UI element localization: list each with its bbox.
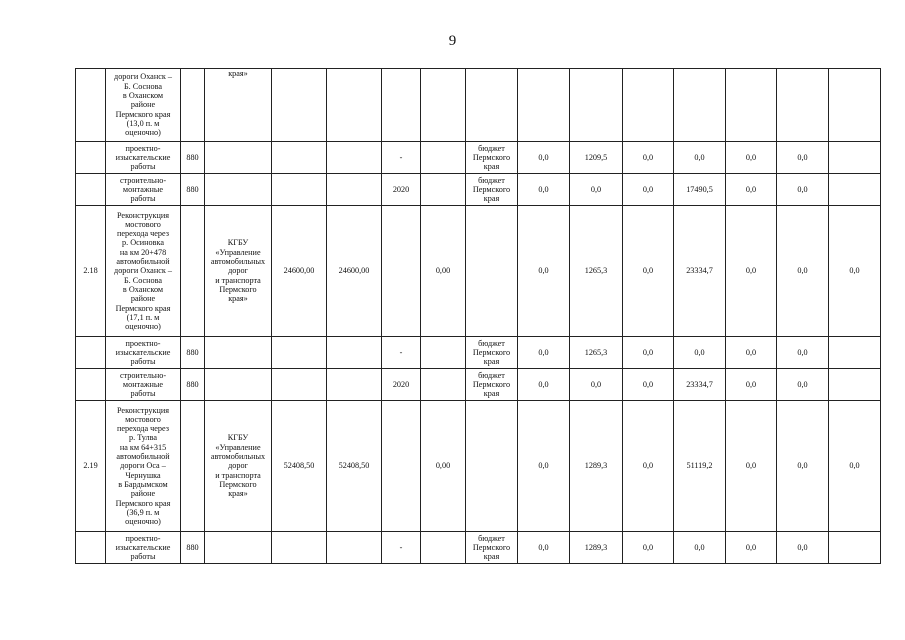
table-cell: 23334,7 bbox=[674, 369, 726, 401]
table-cell: 880 bbox=[181, 142, 205, 174]
table-cell: 17490,5 bbox=[674, 174, 726, 206]
table-cell bbox=[382, 401, 421, 532]
table-cell: 0,0 bbox=[623, 142, 674, 174]
table-cell: 0,0 bbox=[777, 337, 829, 369]
table-row bbox=[76, 337, 881, 369]
table-cell bbox=[829, 337, 881, 369]
table-cell: 880 bbox=[181, 369, 205, 401]
table-cell: - bbox=[382, 532, 421, 564]
table-cell: - bbox=[382, 142, 421, 174]
table-cell: 2020 bbox=[382, 369, 421, 401]
table-cell bbox=[421, 369, 466, 401]
table-cell bbox=[829, 69, 881, 142]
table-cell: края» bbox=[205, 69, 272, 142]
table-cell bbox=[272, 142, 327, 174]
table-cell bbox=[272, 337, 327, 369]
table-cell: 1289,3 bbox=[570, 532, 623, 564]
table-cell: строительно- монтажные работы bbox=[106, 174, 181, 206]
table-row bbox=[76, 142, 881, 174]
table-cell: 0,0 bbox=[518, 337, 570, 369]
table-cell bbox=[382, 69, 421, 142]
table-cell bbox=[382, 206, 421, 337]
table-cell: проектно- изыскательские работы bbox=[106, 337, 181, 369]
table-cell bbox=[466, 206, 518, 337]
table-cell: 880 bbox=[181, 532, 205, 564]
table-cell: 880 bbox=[181, 174, 205, 206]
table-cell bbox=[623, 69, 674, 142]
table-cell bbox=[272, 369, 327, 401]
table-cell bbox=[466, 401, 518, 532]
table-cell: 0,0 bbox=[623, 532, 674, 564]
table-cell bbox=[327, 337, 382, 369]
table-cell: бюджет Пермского края bbox=[466, 174, 518, 206]
table-cell: 0,0 bbox=[726, 206, 777, 337]
table-cell bbox=[205, 532, 272, 564]
table-row bbox=[76, 532, 881, 564]
table-cell bbox=[76, 369, 106, 401]
table-cell bbox=[205, 369, 272, 401]
table-cell bbox=[76, 174, 106, 206]
table-cell bbox=[518, 69, 570, 142]
table-cell: строительно- монтажные работы bbox=[106, 369, 181, 401]
table-cell: 1265,3 bbox=[570, 337, 623, 369]
table-cell bbox=[466, 69, 518, 142]
table-cell: 0,0 bbox=[777, 142, 829, 174]
table-cell: Реконструкция мостового перехода через р. Тулва на км 64+315 автомобильной дороги Оса – Чернушка в Бардымском районе Пермского края (36,9 п. м оценочно) bbox=[106, 401, 181, 532]
table-cell: 1209,5 bbox=[570, 142, 623, 174]
table-cell bbox=[421, 174, 466, 206]
table-cell bbox=[421, 337, 466, 369]
table-cell bbox=[327, 69, 382, 142]
table-cell: 0,0 bbox=[777, 174, 829, 206]
table-cell: 52408,50 bbox=[327, 401, 382, 532]
table-cell: проектно- изыскательские работы bbox=[106, 532, 181, 564]
table-cell: 52408,50 bbox=[272, 401, 327, 532]
table-cell bbox=[205, 142, 272, 174]
table-cell: 880 bbox=[181, 337, 205, 369]
table-cell: 0,0 bbox=[518, 532, 570, 564]
table-cell: 1289,3 bbox=[570, 401, 623, 532]
table-cell bbox=[829, 174, 881, 206]
table-cell: 0,0 bbox=[623, 369, 674, 401]
table-cell bbox=[777, 69, 829, 142]
table-cell bbox=[181, 401, 205, 532]
table-cell: 0,0 bbox=[777, 532, 829, 564]
table-cell: 2.19 bbox=[76, 401, 106, 532]
table-cell: 0,0 bbox=[623, 337, 674, 369]
table-cell: КГБУ «Управление автомобильных дорог и транспорта Пермского края» bbox=[205, 401, 272, 532]
table-cell bbox=[829, 532, 881, 564]
table-cell: 0,0 bbox=[777, 401, 829, 532]
table-cell: 0,0 bbox=[518, 401, 570, 532]
table-cell bbox=[181, 206, 205, 337]
table-cell: 0,0 bbox=[623, 206, 674, 337]
table-cell: проектно- изыскательские работы bbox=[106, 142, 181, 174]
table-row bbox=[76, 69, 881, 142]
table-cell: 0,0 bbox=[674, 142, 726, 174]
table-cell: 0,0 bbox=[518, 206, 570, 337]
table-cell bbox=[327, 142, 382, 174]
table-cell bbox=[327, 174, 382, 206]
page-number: 9 bbox=[448, 33, 457, 49]
table-cell: 0,0 bbox=[726, 532, 777, 564]
table-cell bbox=[272, 174, 327, 206]
table-cell bbox=[421, 142, 466, 174]
table-cell: бюджет Пермского края bbox=[466, 532, 518, 564]
table-cell: 2.18 bbox=[76, 206, 106, 337]
table-cell bbox=[272, 69, 327, 142]
table-cell: дороги Оханск – Б. Соснова в Оханском районе Пермского края (13,0 п. м оценочно) bbox=[106, 69, 181, 142]
table-cell bbox=[674, 69, 726, 142]
table-cell: 0,0 bbox=[726, 369, 777, 401]
table-cell: КГБУ «Управление автомобильных дорог и транспорта Пермского края» bbox=[205, 206, 272, 337]
table-cell: 0,00 bbox=[421, 206, 466, 337]
table-cell: бюджет Пермского края bbox=[466, 369, 518, 401]
table-cell: 0,0 bbox=[726, 174, 777, 206]
table-cell bbox=[726, 69, 777, 142]
table-cell: 0,0 bbox=[518, 369, 570, 401]
table-cell bbox=[272, 532, 327, 564]
table-row bbox=[76, 401, 881, 532]
table-cell: 0,0 bbox=[674, 532, 726, 564]
table-cell bbox=[570, 69, 623, 142]
table-cell: 0,0 bbox=[570, 174, 623, 206]
table-cell: 24600,00 bbox=[272, 206, 327, 337]
table-cell bbox=[327, 369, 382, 401]
table-cell: 0,0 bbox=[518, 142, 570, 174]
table-row bbox=[76, 206, 881, 337]
table-cell bbox=[421, 532, 466, 564]
table-cell: 0,0 bbox=[726, 337, 777, 369]
table-cell: 0,0 bbox=[726, 142, 777, 174]
table-cell: 0,0 bbox=[726, 401, 777, 532]
table-cell bbox=[76, 337, 106, 369]
table-cell: 0,0 bbox=[570, 369, 623, 401]
table-cell: 0,0 bbox=[829, 206, 881, 337]
table-cell: 0,0 bbox=[829, 401, 881, 532]
table-cell: бюджет Пермского края bbox=[466, 142, 518, 174]
table-cell: 24600,00 bbox=[327, 206, 382, 337]
table-cell bbox=[76, 142, 106, 174]
table-cell: 0,00 bbox=[421, 401, 466, 532]
table-cell bbox=[829, 142, 881, 174]
table-cell: бюджет Пермского края bbox=[466, 337, 518, 369]
table-cell: 23334,7 bbox=[674, 206, 726, 337]
table-cell bbox=[205, 337, 272, 369]
table-row bbox=[76, 174, 881, 206]
table-cell: 0,0 bbox=[674, 337, 726, 369]
table-cell: 1265,3 bbox=[570, 206, 623, 337]
table-cell: 0,0 bbox=[777, 206, 829, 337]
table-cell: 51119,2 bbox=[674, 401, 726, 532]
table-cell: 0,0 bbox=[623, 401, 674, 532]
table-cell bbox=[181, 69, 205, 142]
table-cell bbox=[421, 69, 466, 142]
budget-table bbox=[75, 68, 881, 564]
table-cell bbox=[829, 369, 881, 401]
table-cell: 2020 bbox=[382, 174, 421, 206]
table-cell bbox=[327, 532, 382, 564]
table-cell: Реконструкция мостового перехода через р. Осиновка на км 20+478 автомобильной дороги Оханск – Б. Соснова в Оханском районе Пермского края (17,1 п. м оценочно) bbox=[106, 206, 181, 337]
table-cell: 0,0 bbox=[777, 369, 829, 401]
table-cell: 0,0 bbox=[518, 174, 570, 206]
table-cell bbox=[76, 532, 106, 564]
table-row bbox=[76, 369, 881, 401]
table-cell: 0,0 bbox=[623, 174, 674, 206]
table-cell bbox=[76, 69, 106, 142]
table-cell: - bbox=[382, 337, 421, 369]
table-cell bbox=[205, 174, 272, 206]
